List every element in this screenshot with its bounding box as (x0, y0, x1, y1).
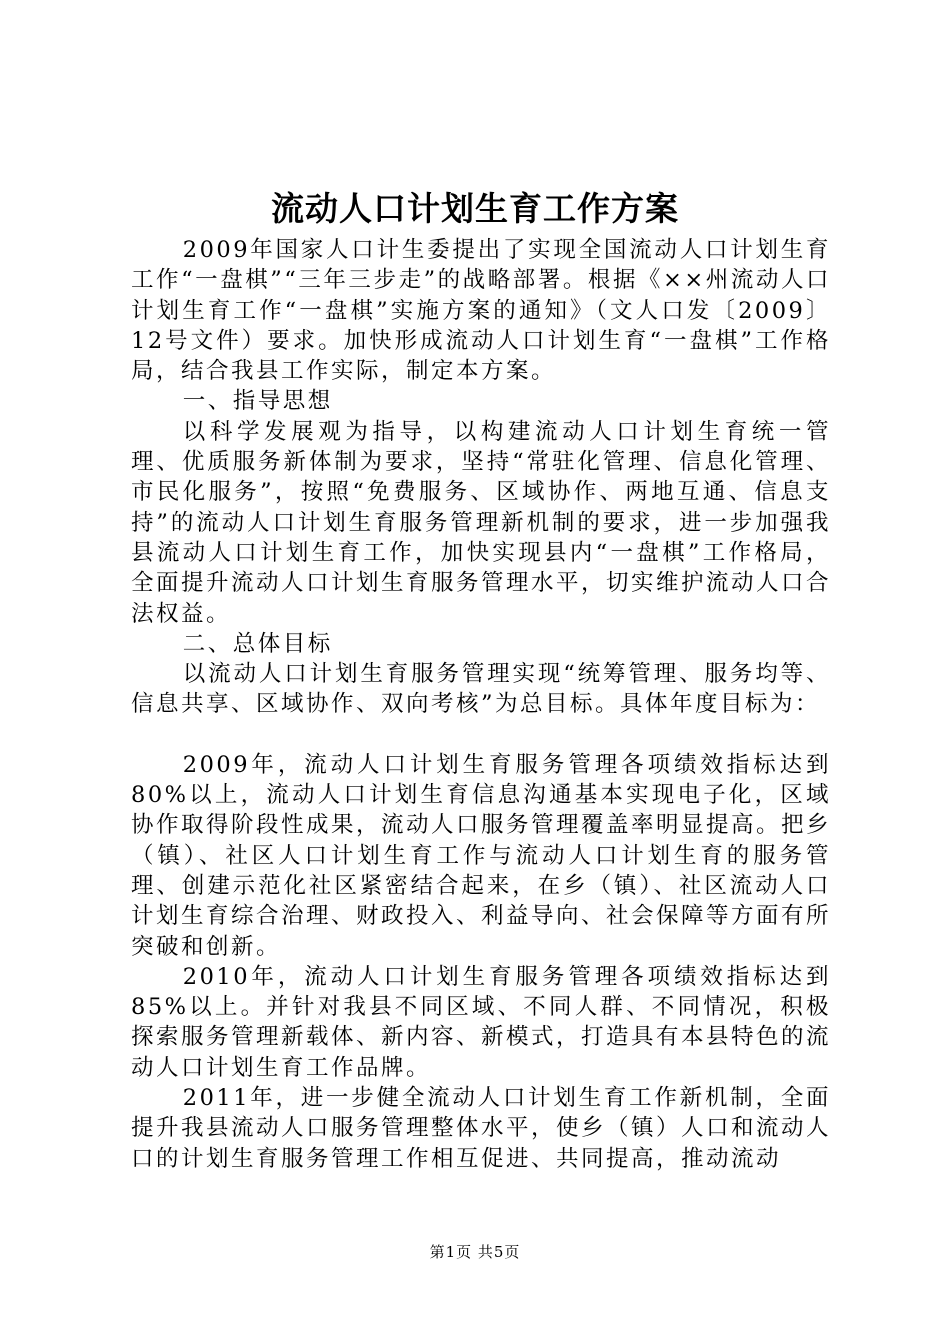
paragraph-goal-2009: 2009年，流动人口计划生育服务管理各项绩效指标达到80%以上，流动人口计划生育信息沟通基本实现电子化，区域协作取得阶段性成果，流动人口服务管理覆盖率明显提高。把乡（镇）、社区人口计划生育工作与流动人口计划生育的服务管理、创建示范化社区紧密结合起来，在乡（镇）、社区流动人口计划生育综合治理、财政投入、利益导向、社会保障等方面有所突破和创新。 (131, 751, 832, 960)
section-heading-overall-goal: 二、总体目标 (182, 630, 333, 657)
document-title: 流动人口计划生育工作方案 (271, 189, 679, 228)
paragraph-goal-2011: 2011年，进一步健全流动人口计划生育工作新机制，全面提升我县流动人口服务管理整体水平，使乡（镇）人口和流动人口的计划生育服务管理工作相互促进、共同提高，推动流动 (131, 1085, 832, 1172)
page-footer: 第1页 共5页 (429, 1243, 521, 1261)
document-body (131, 235, 831, 1174)
paragraph-goal-2010: 2010年，流动人口计划生育服务管理各项绩效指标达到85%以上。并针对我县不同区域、不同人群、不同情况，积极探索服务管理新载体、新内容、新模式，打造具有本县特色的流动人口计划生育工作品牌。 (131, 963, 832, 1081)
paragraph-intro: 2009年国家人口计生委提出了实现全国流动人口计划生育工作“一盘棋”“三年三步走”的战略部署。根据《××州流动人口计划生育工作“一盘棋”实施方案的通知》（文人口发〔2009〕12号文件）要求。加快形成流动人口计划生育“一盘棋”工作格局，结合我县工作实际，制定本方案。 (131, 237, 831, 385)
blank-line (131, 720, 831, 750)
section-heading-guiding-ideology: 一、指导思想 (182, 388, 333, 415)
paragraph-overall-goal: 以流动人口计划生育服务管理实现“统筹管理、服务均等、信息共享、区域协作、双向考核”为总目标。具体年度目标为： (131, 661, 831, 718)
paragraph-guiding-ideology: 以科学发展观为指导，以构建流动人口计划生育统一管理、优质服务新体制为要求，坚持“常驻化管理、信息化管理、市民化服务”，按照“免费服务、区域协作、两地互通、信息支持”的流动人口计划生育服务管理新机制的要求，进一步加强我县流动人口计划生育工作，加快实现县内“一盘棋”工作格局，全面提升流动人口计划生育服务管理水平，切实维护流动人口合法权益。 (131, 418, 832, 627)
